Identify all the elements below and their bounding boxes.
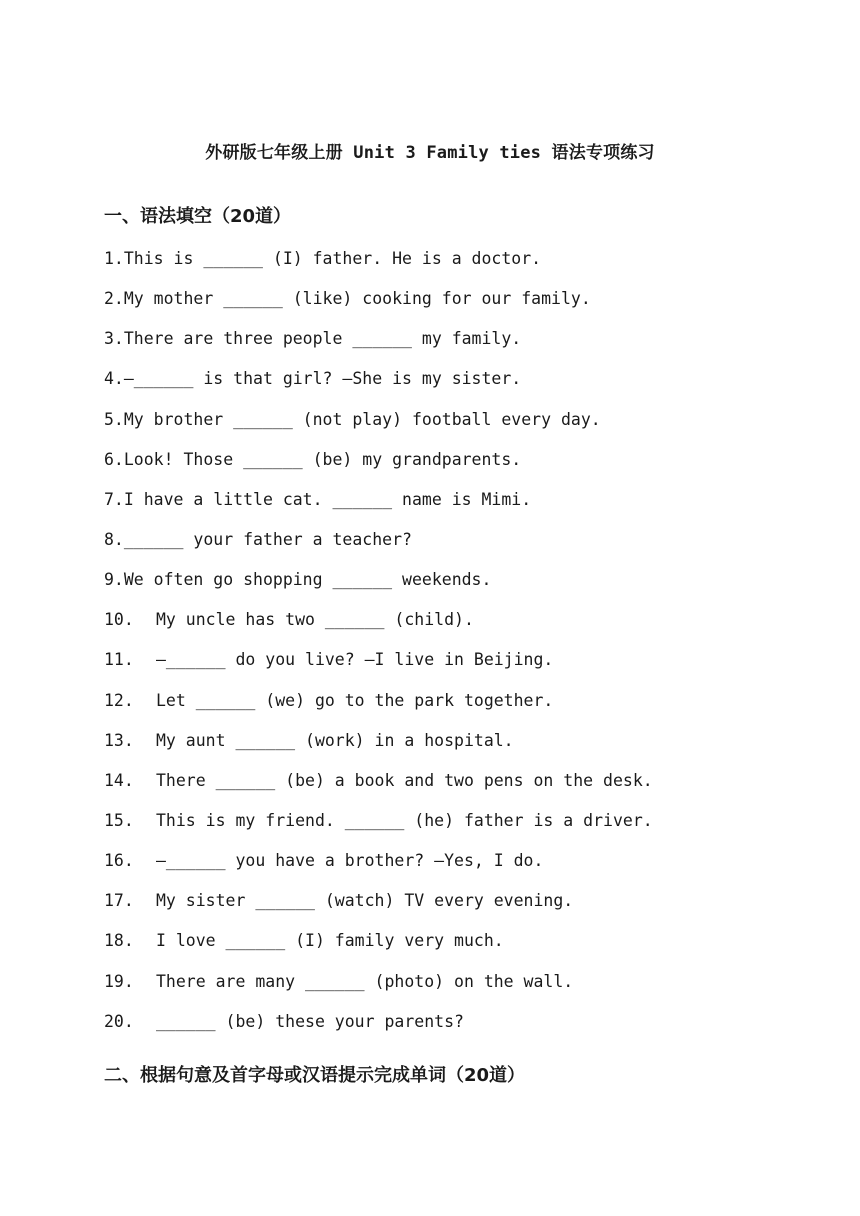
question-text: My brother ______ (not play) football every day. xyxy=(123,409,601,429)
question-6 xyxy=(104,448,804,488)
question-2 xyxy=(104,287,804,327)
question-number: 17. xyxy=(104,891,134,911)
question-text: —______ is that girl? —She is my sister. xyxy=(123,369,522,389)
question-text: —______ you have a brother? —Yes, I do. xyxy=(156,851,544,871)
question-18 xyxy=(104,929,804,969)
question-text: ______ (be) these your parents? xyxy=(156,1011,464,1031)
question-19 xyxy=(104,970,804,1010)
question-number: 13. xyxy=(104,730,134,750)
question-number: 10. xyxy=(104,610,134,630)
question-7 xyxy=(104,488,804,528)
question-text: There ______ (be) a book and two pens on the desk. xyxy=(156,770,653,790)
question-11 xyxy=(104,648,804,688)
question-number: 16. xyxy=(104,851,134,871)
question-5 xyxy=(104,408,804,448)
question-number: 4. xyxy=(104,369,124,389)
question-text: There are many ______ (photo) on the wall. xyxy=(156,971,574,991)
question-17 xyxy=(104,889,804,929)
question-text: My aunt ______ (work) in a hospital. xyxy=(156,730,514,750)
question-number: 18. xyxy=(104,931,134,951)
question-number: 20. xyxy=(104,1011,134,1031)
question-text: —______ do you live? —I live in Beijing. xyxy=(156,650,554,670)
question-16 xyxy=(104,849,804,889)
question-number: 8. xyxy=(104,529,124,549)
question-8 xyxy=(104,528,804,568)
document-title: 外研版七年级上册 Unit 3 Family ties 语法专项练习 xyxy=(205,143,655,163)
question-13 xyxy=(104,729,804,769)
question-1 xyxy=(104,247,804,287)
question-number: 7. xyxy=(104,489,124,509)
question-15 xyxy=(104,809,804,849)
question-text: We often go shopping ______ weekends. xyxy=(123,570,492,590)
question-20 xyxy=(104,1010,804,1050)
question-14 xyxy=(104,769,804,809)
question-text: My sister ______ (watch) TV every evening. xyxy=(156,891,574,911)
question-10 xyxy=(104,608,804,648)
question-number: 12. xyxy=(104,690,134,710)
question-text: I have a little cat. ______ name is Mimi. xyxy=(123,489,532,509)
question-4 xyxy=(104,367,804,407)
question-number: 15. xyxy=(104,810,134,830)
question-number: 5. xyxy=(104,409,124,429)
question-number: 9. xyxy=(104,570,124,590)
question-number: 11. xyxy=(104,650,134,670)
question-text: ______ your father a teacher? xyxy=(123,529,412,549)
question-9 xyxy=(104,568,804,608)
section-heading-grammar-fill: 一、语法填空（20道） xyxy=(104,206,292,227)
question-3 xyxy=(104,327,804,367)
section-heading-word-completion: 二、根据句意及首字母或汉语提示完成单词（20道） xyxy=(104,1065,526,1086)
question-text: This is my friend. ______ (he) father is a driver. xyxy=(156,810,653,830)
question-number: 3. xyxy=(104,329,124,349)
question-text: There are three people ______ my family. xyxy=(123,329,522,349)
question-text: My uncle has two ______ (child). xyxy=(156,610,474,630)
question-number: 2. xyxy=(104,289,124,309)
question-number: 14. xyxy=(104,770,134,790)
question-text: This is ______ (I) father. He is a doctor. xyxy=(123,249,542,268)
question-text: Let ______ (we) go to the park together. xyxy=(156,690,554,710)
question-text: I love ______ (I) family very much. xyxy=(156,931,504,951)
question-number: 1. xyxy=(104,249,124,268)
question-text: My mother ______ (like) cooking for our family. xyxy=(123,289,591,309)
question-number: 6. xyxy=(104,449,124,469)
question-12 xyxy=(104,689,804,729)
question-list xyxy=(104,247,804,1050)
question-number: 19. xyxy=(104,971,134,991)
question-text: Look! Those ______ (be) my grandparents. xyxy=(123,449,522,469)
